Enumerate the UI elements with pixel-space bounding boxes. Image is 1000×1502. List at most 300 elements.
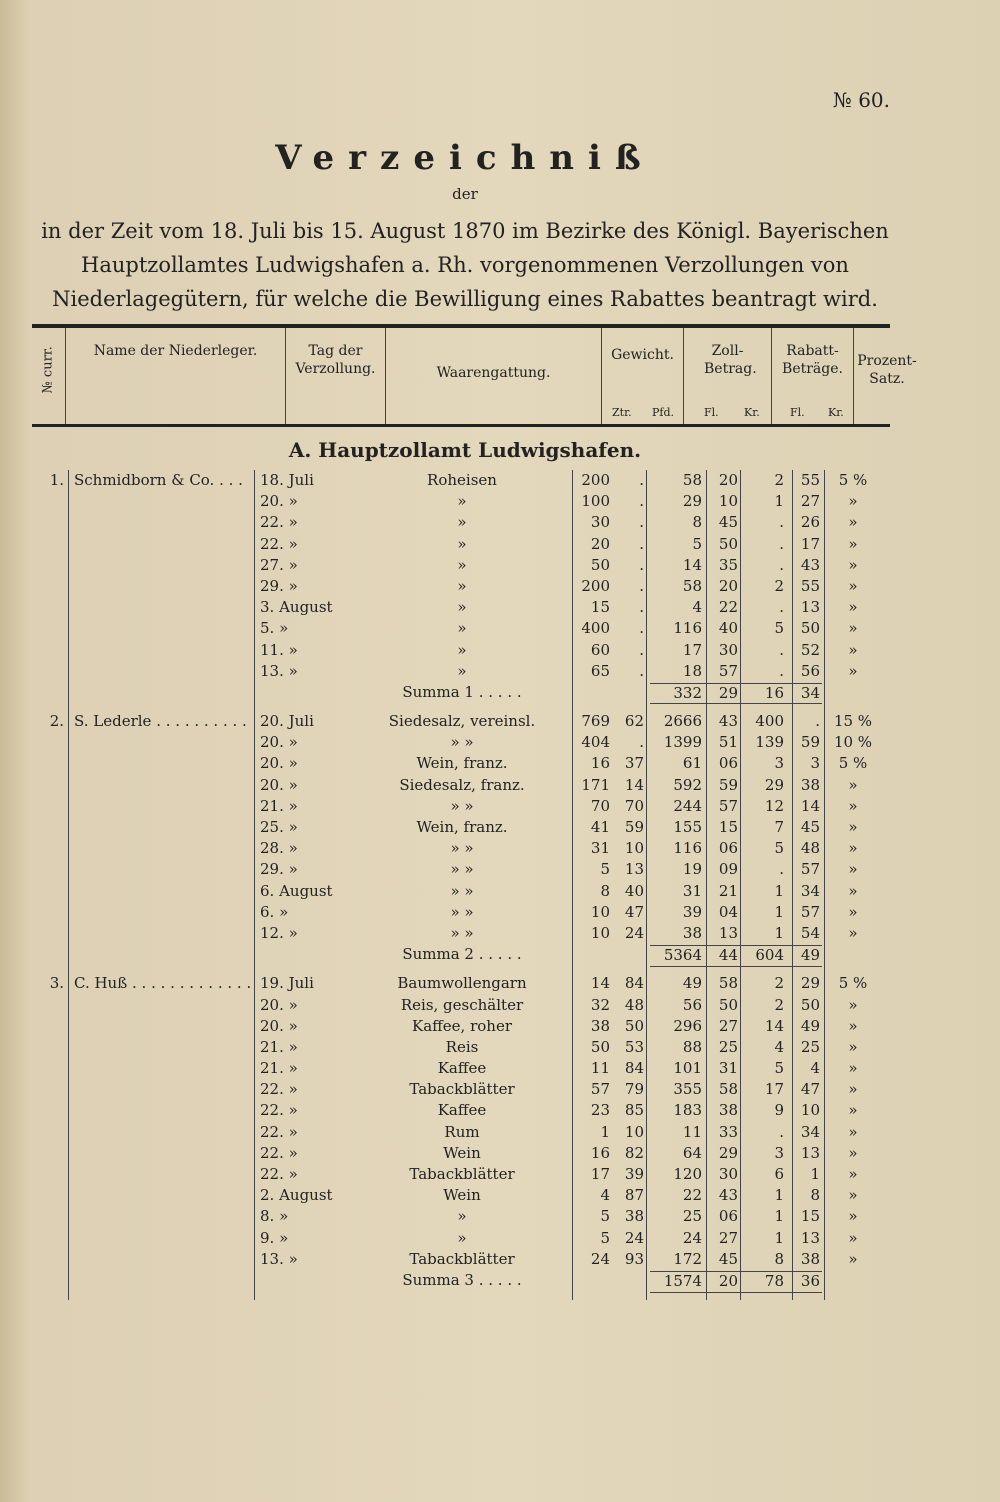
cell-goods: » <box>457 661 467 680</box>
cell-kr: 06 <box>718 754 738 773</box>
cell-kr: 10 <box>718 492 738 511</box>
cell-date: 20. » <box>260 1016 298 1035</box>
cell-rkr: 13 <box>800 1143 820 1162</box>
cell-p: . <box>639 619 644 638</box>
cell-z: 16 <box>590 1143 610 1162</box>
cell-pct: » <box>848 513 858 532</box>
cell-rkr: 8 <box>810 1186 820 1205</box>
cell-name: C. Huß . . . . . . . . . . . . . <box>74 974 252 993</box>
cell-date: 20. Juli <box>260 712 314 731</box>
cell-date: 2. August <box>260 1186 333 1205</box>
cell-z: 24 <box>590 1249 610 1268</box>
cell-rkr: 56 <box>800 661 820 680</box>
cell-kr: 29 <box>718 683 738 702</box>
cell-rkr: 14 <box>800 796 820 815</box>
cell-rkr: 34 <box>800 881 820 900</box>
cell-pct: » <box>848 839 858 858</box>
cell-date: 20. » <box>260 492 298 511</box>
cell-fl: 22 <box>682 1186 702 1205</box>
cell-rkr: 17 <box>800 534 820 553</box>
cell-p: 79 <box>624 1080 644 1099</box>
cell-rfl: 8 <box>774 1249 784 1268</box>
table-row <box>32 1037 892 1058</box>
cell-kr: 25 <box>718 1037 738 1056</box>
cell-goods: Tabackblätter <box>409 1080 515 1099</box>
cell-z: 5 <box>600 1228 610 1247</box>
cell-date: 25. » <box>260 818 298 836</box>
cell-date: 22. » <box>260 513 298 532</box>
cell-rkr: 10 <box>800 1101 820 1120</box>
header-no: № curr. <box>32 328 66 424</box>
cell-pct: » <box>848 492 858 511</box>
cell-z: 200 <box>581 576 610 595</box>
cell-kr: 57 <box>718 661 738 680</box>
cell-goods: » » <box>450 839 474 858</box>
cell-rfl: 7 <box>774 818 784 836</box>
cell-rkr: . <box>815 712 820 731</box>
cell-pct: 10 % <box>833 733 873 752</box>
cell-rkr: 3 <box>810 754 820 773</box>
page-subtitle: in der Zeit vom 18. Juli bis 15. August 1870 im Bezirke des Königl. Bayerischen Hauptzollamtes Ludwigshafen a. Rh. vorgenommenen Verzollungen von Niederlagegütern, für welche die Bewilligung eines Rabattes beantragt wird. <box>41 219 889 311</box>
cell-date: 22. » <box>260 1080 298 1099</box>
cell-fl: 8 <box>692 513 702 532</box>
cell-date: 22. » <box>260 1101 298 1120</box>
cell-p: 85 <box>624 1101 644 1120</box>
cell-z: 400 <box>581 619 610 638</box>
cell-rfl: 78 <box>764 1271 784 1290</box>
cell-goods: » » <box>450 881 474 900</box>
cell-rkr: 50 <box>800 995 820 1014</box>
cell-pct: » <box>848 818 858 836</box>
cell-p: 53 <box>624 1037 644 1056</box>
cell-kr: 44 <box>718 946 738 965</box>
cell-rkr: 43 <box>800 555 820 574</box>
cell-rfl: 1 <box>774 1228 784 1247</box>
table-row <box>32 753 892 774</box>
cell-goods: » <box>457 1228 467 1247</box>
cell-goods: » <box>457 576 467 595</box>
table-row <box>32 732 892 753</box>
cell-pct: » <box>848 661 858 680</box>
cell-kr: 43 <box>718 712 738 731</box>
cell-p: . <box>639 661 644 680</box>
cell-pct: » <box>848 1101 858 1120</box>
cell-z: 17 <box>590 1165 610 1183</box>
cell-pct: » <box>848 1143 858 1162</box>
table-row <box>32 1058 892 1079</box>
cell-fl: 116 <box>673 619 702 638</box>
cell-pct: » <box>848 1165 858 1183</box>
cell-kr: 45 <box>718 1249 738 1268</box>
cell-pct: » <box>848 881 858 900</box>
cell-rfl: . <box>779 534 784 553</box>
cell-pct: 15 % <box>833 712 873 731</box>
cell-goods: Kaffee <box>437 1059 487 1078</box>
cell-pct: » <box>848 1186 858 1205</box>
cell-rkr: 49 <box>800 1016 820 1035</box>
cell-rkr: 13 <box>800 598 820 617</box>
cell-z: 30 <box>590 513 610 532</box>
cell-fl: 24 <box>682 1228 702 1247</box>
cell-fl: 56 <box>682 995 702 1014</box>
cell-p: 10 <box>624 1122 644 1141</box>
header-goods: Waarengattung. <box>386 328 602 424</box>
cell-kr: 21 <box>718 881 738 900</box>
cell-z: 8 <box>600 881 610 900</box>
cell-goods: » <box>457 619 467 638</box>
table-row <box>32 597 892 618</box>
cell-date: 20. » <box>260 754 298 773</box>
cell-rfl: 5 <box>774 619 784 638</box>
cell-p: . <box>639 576 644 595</box>
cell-kr: 20 <box>718 576 738 595</box>
cell-kr: 09 <box>718 860 738 879</box>
cell-z: 16 <box>590 754 610 773</box>
table-row <box>32 859 892 880</box>
cell-kr: 45 <box>718 513 738 532</box>
cell-rkr: 34 <box>800 683 820 702</box>
cell-rkr: 55 <box>800 576 820 595</box>
table-row <box>32 640 892 661</box>
table-row <box>32 661 892 682</box>
cell-kr: 27 <box>718 1016 738 1035</box>
cell-fl: 31 <box>682 881 702 900</box>
cell-rfl: . <box>779 661 784 680</box>
cell-z: 200 <box>581 471 610 489</box>
cell-kr: 04 <box>718 902 738 921</box>
cell-rkr: 55 <box>800 471 820 489</box>
table-row <box>32 1100 892 1121</box>
sum-rule <box>650 683 822 684</box>
cell-p: 48 <box>624 995 644 1014</box>
cell-date: 22. » <box>260 1122 298 1141</box>
cell-rkr: 25 <box>800 1037 820 1056</box>
cell-goods: » » <box>450 796 474 815</box>
cell-rkr: 54 <box>800 923 820 942</box>
header-rebate: Rabatt-Beträge. Fl. Kr. <box>772 328 854 424</box>
cell-fl: 5364 <box>663 946 702 965</box>
cell-z: 100 <box>581 492 610 511</box>
cell-rfl: 2 <box>774 576 784 595</box>
cell-goods: Tabackblätter <box>409 1165 515 1183</box>
cell-rfl: 5 <box>774 839 784 858</box>
cell-fl: 5 <box>692 534 702 553</box>
cell-rfl: 14 <box>764 1016 784 1035</box>
cell-pct: » <box>848 902 858 921</box>
cell-kr: 30 <box>718 1165 738 1183</box>
cell-date: 9. » <box>260 1228 289 1247</box>
cell-p: . <box>639 534 644 553</box>
cell-rfl: 1 <box>774 881 784 900</box>
cell-pct: » <box>848 555 858 574</box>
cell-kr: 06 <box>718 1207 738 1226</box>
cell-z: 11 <box>590 1059 610 1078</box>
cell-kr: 58 <box>718 974 738 993</box>
cell-rkr: 27 <box>800 492 820 511</box>
cell-goods: » <box>457 534 467 553</box>
table-row <box>32 534 892 555</box>
table-row <box>32 775 892 796</box>
table-row <box>32 555 892 576</box>
cell-pct: » <box>848 860 858 879</box>
table-header <box>32 324 917 427</box>
cell-goods: » <box>457 640 467 659</box>
table-row <box>32 902 892 923</box>
page-title: Verzeichniß <box>275 138 655 178</box>
cell-p: 39 <box>624 1165 644 1183</box>
cell-kr: 50 <box>718 995 738 1014</box>
summary-row <box>32 1270 892 1291</box>
cell-pct: » <box>848 619 858 638</box>
cell-goods: » » <box>450 733 474 752</box>
cell-date: 13. » <box>260 661 298 680</box>
cell-fl: 1399 <box>663 733 702 752</box>
cell-date: 21. » <box>260 796 298 815</box>
cell-rkr: 15 <box>800 1207 820 1226</box>
cell-date: 6. August <box>260 881 333 900</box>
cell-rfl: 9 <box>774 1101 784 1120</box>
cell-rfl: 1 <box>774 1186 784 1205</box>
cell-rfl: 1 <box>774 1207 784 1226</box>
cell-rfl: 139 <box>755 733 784 752</box>
cell-goods: Summa 3 . . . . . <box>402 1270 522 1289</box>
cell-date: 29. » <box>260 576 298 595</box>
cell-kr: 20 <box>718 1271 738 1290</box>
table-row <box>32 470 892 491</box>
cell-pct: » <box>848 576 858 595</box>
cell-date: 20. » <box>260 733 298 752</box>
title-connector: der <box>452 185 478 203</box>
cell-fl: 355 <box>673 1080 702 1099</box>
cell-rfl: 5 <box>774 1059 784 1078</box>
cell-date: 22. » <box>260 534 298 553</box>
cell-goods: Summa 2 . . . . . <box>402 945 522 964</box>
cell-fl: 19 <box>682 860 702 879</box>
table-row <box>32 995 892 1016</box>
cell-rfl: 17 <box>764 1080 784 1099</box>
cell-date: 18. Juli <box>260 471 314 489</box>
cell-date: 27. » <box>260 555 298 574</box>
cell-goods: Roheisen <box>427 471 497 489</box>
table-row <box>32 576 892 597</box>
sum-rule <box>650 945 822 946</box>
cell-z: 171 <box>581 775 610 794</box>
cell-fl: 2666 <box>663 712 702 731</box>
cell-goods: Wein <box>443 1143 481 1162</box>
cell-z: 10 <box>590 902 610 921</box>
cell-p: 93 <box>624 1249 644 1268</box>
table-row <box>32 512 892 533</box>
cell-no: 1. <box>49 471 64 489</box>
cell-date: 29. » <box>260 860 298 879</box>
table-row <box>32 817 892 838</box>
cell-rkr: 52 <box>800 640 820 659</box>
cell-z: 41 <box>590 818 610 836</box>
cell-p: . <box>639 555 644 574</box>
cell-p: 70 <box>624 796 644 815</box>
cell-pct: » <box>848 775 858 794</box>
cell-fl: 155 <box>673 818 702 836</box>
sum-rule <box>650 966 822 967</box>
cell-fl: 29 <box>682 492 702 511</box>
cell-fl: 4 <box>692 598 702 617</box>
table-row <box>32 796 892 817</box>
cell-fl: 14 <box>682 555 702 574</box>
header-date: Tag der Verzollung. <box>286 328 386 424</box>
table-row <box>32 973 892 994</box>
cell-rkr: 36 <box>800 1271 820 1290</box>
cell-fl: 296 <box>673 1016 702 1035</box>
cell-z: 769 <box>581 712 610 731</box>
cell-date: 6. » <box>260 902 289 921</box>
cell-p: . <box>639 492 644 511</box>
cell-rfl: 12 <box>764 796 784 815</box>
cell-pct: » <box>848 1080 858 1099</box>
cell-kr: 38 <box>718 1101 738 1120</box>
table-row <box>32 1122 892 1143</box>
cell-kr: 33 <box>718 1122 738 1141</box>
cell-fl: 58 <box>682 576 702 595</box>
cell-kr: 20 <box>718 471 738 489</box>
cell-z: 50 <box>590 1037 610 1056</box>
cell-z: 31 <box>590 839 610 858</box>
cell-z: 20 <box>590 534 610 553</box>
table-row <box>32 1249 892 1270</box>
cell-fl: 17 <box>682 640 702 659</box>
cell-goods: » » <box>450 902 474 921</box>
cell-z: 50 <box>590 555 610 574</box>
cell-name: Schmidborn & Co. . . . <box>74 471 243 489</box>
cell-pct: » <box>848 1122 858 1141</box>
cell-fl: 116 <box>673 839 702 858</box>
cell-p: 62 <box>624 712 644 731</box>
header-name: Name der Niederleger. <box>66 328 286 424</box>
cell-fl: 39 <box>682 902 702 921</box>
cell-rkr: 57 <box>800 902 820 921</box>
cell-pct: 5 % <box>838 974 868 993</box>
cell-kr: 31 <box>718 1059 738 1078</box>
cell-kr: 59 <box>718 775 738 794</box>
cell-p: . <box>639 598 644 617</box>
cell-pct: » <box>848 1059 858 1078</box>
cell-fl: 172 <box>673 1249 702 1268</box>
cell-rfl: . <box>779 640 784 659</box>
cell-rfl: 16 <box>764 683 784 702</box>
cell-kr: 29 <box>718 1143 738 1162</box>
cell-rkr: 1 <box>810 1165 820 1183</box>
cell-rkr: 34 <box>800 1122 820 1141</box>
cell-kr: 57 <box>718 796 738 815</box>
cell-p: 47 <box>624 902 644 921</box>
cell-pct: » <box>848 796 858 815</box>
cell-pct: » <box>848 1037 858 1056</box>
cell-pct: 5 % <box>838 754 868 773</box>
cell-z: 10 <box>590 923 610 942</box>
header-weight: Gewicht. Ztr. Pfd. <box>602 328 684 424</box>
cell-p: 14 <box>624 775 644 794</box>
cell-fl: 120 <box>673 1165 702 1183</box>
cell-date: 22. » <box>260 1165 298 1183</box>
cell-p: 24 <box>624 1228 644 1247</box>
cell-z: 60 <box>590 640 610 659</box>
cell-p: 84 <box>624 1059 644 1078</box>
table-row <box>32 1206 892 1227</box>
cell-rkr: 48 <box>800 839 820 858</box>
cell-rkr: 45 <box>800 818 820 836</box>
cell-goods: Rum <box>444 1122 480 1141</box>
cell-kr: 58 <box>718 1080 738 1099</box>
cell-p: . <box>639 640 644 659</box>
cell-goods: Kaffee, roher <box>411 1016 512 1035</box>
table-row <box>32 1228 892 1249</box>
cell-pct: » <box>848 1016 858 1035</box>
cell-p: 40 <box>624 881 644 900</box>
page-number: № 60. <box>832 88 890 112</box>
cell-rfl: . <box>779 555 784 574</box>
cell-p: 50 <box>624 1016 644 1035</box>
cell-date: 20. » <box>260 775 298 794</box>
cell-kr: 06 <box>718 839 738 858</box>
table-row <box>32 1185 892 1206</box>
cell-fl: 592 <box>673 775 702 794</box>
cell-goods: Wein <box>443 1186 481 1205</box>
cell-rfl: 29 <box>764 775 784 794</box>
cell-pct: » <box>848 1207 858 1226</box>
cell-fl: 244 <box>673 796 702 815</box>
cell-rfl: 2 <box>774 995 784 1014</box>
cell-rfl: . <box>779 598 784 617</box>
cell-goods: Reis <box>445 1037 479 1056</box>
cell-z: 5 <box>600 860 610 879</box>
sum-rule <box>650 1271 822 1272</box>
table-row <box>32 491 892 512</box>
cell-fl: 11 <box>682 1122 702 1141</box>
cell-p: 24 <box>624 923 644 942</box>
header-pct: Prozent-Satz. <box>857 353 917 387</box>
cell-rfl: 1 <box>774 492 784 511</box>
cell-p: 87 <box>624 1186 644 1205</box>
summary-row <box>32 682 892 703</box>
cell-rkr: 38 <box>800 775 820 794</box>
table-row <box>32 1164 892 1185</box>
cell-date: 19. Juli <box>260 974 314 993</box>
cell-rkr: 13 <box>800 1228 820 1247</box>
cell-rfl: 6 <box>774 1165 784 1183</box>
cell-rfl: 1 <box>774 902 784 921</box>
cell-kr: 40 <box>718 619 738 638</box>
cell-date: 22. » <box>260 1143 298 1162</box>
cell-date: 3. August <box>260 598 333 617</box>
section-title: A. Hauptzollamt Ludwigshafen. <box>288 438 642 462</box>
cell-date: 28. » <box>260 839 298 858</box>
cell-rfl: 400 <box>755 712 784 731</box>
cell-kr: 22 <box>718 598 738 617</box>
cell-goods: Reis, geschälter <box>400 995 524 1014</box>
cell-z: 38 <box>590 1016 610 1035</box>
cell-goods: Wein, franz. <box>416 754 508 773</box>
cell-p: 84 <box>624 974 644 993</box>
table-row <box>32 838 892 859</box>
sum-rule <box>650 703 822 704</box>
cell-rfl: 3 <box>774 754 784 773</box>
cell-rkr: 26 <box>800 513 820 532</box>
cell-pct: » <box>848 923 858 942</box>
cell-date: 12. » <box>260 923 298 942</box>
cell-p: 38 <box>624 1207 644 1226</box>
cell-goods: » » <box>450 923 474 942</box>
cell-rkr: 49 <box>800 946 820 965</box>
cell-goods: Tabackblätter <box>409 1249 515 1268</box>
